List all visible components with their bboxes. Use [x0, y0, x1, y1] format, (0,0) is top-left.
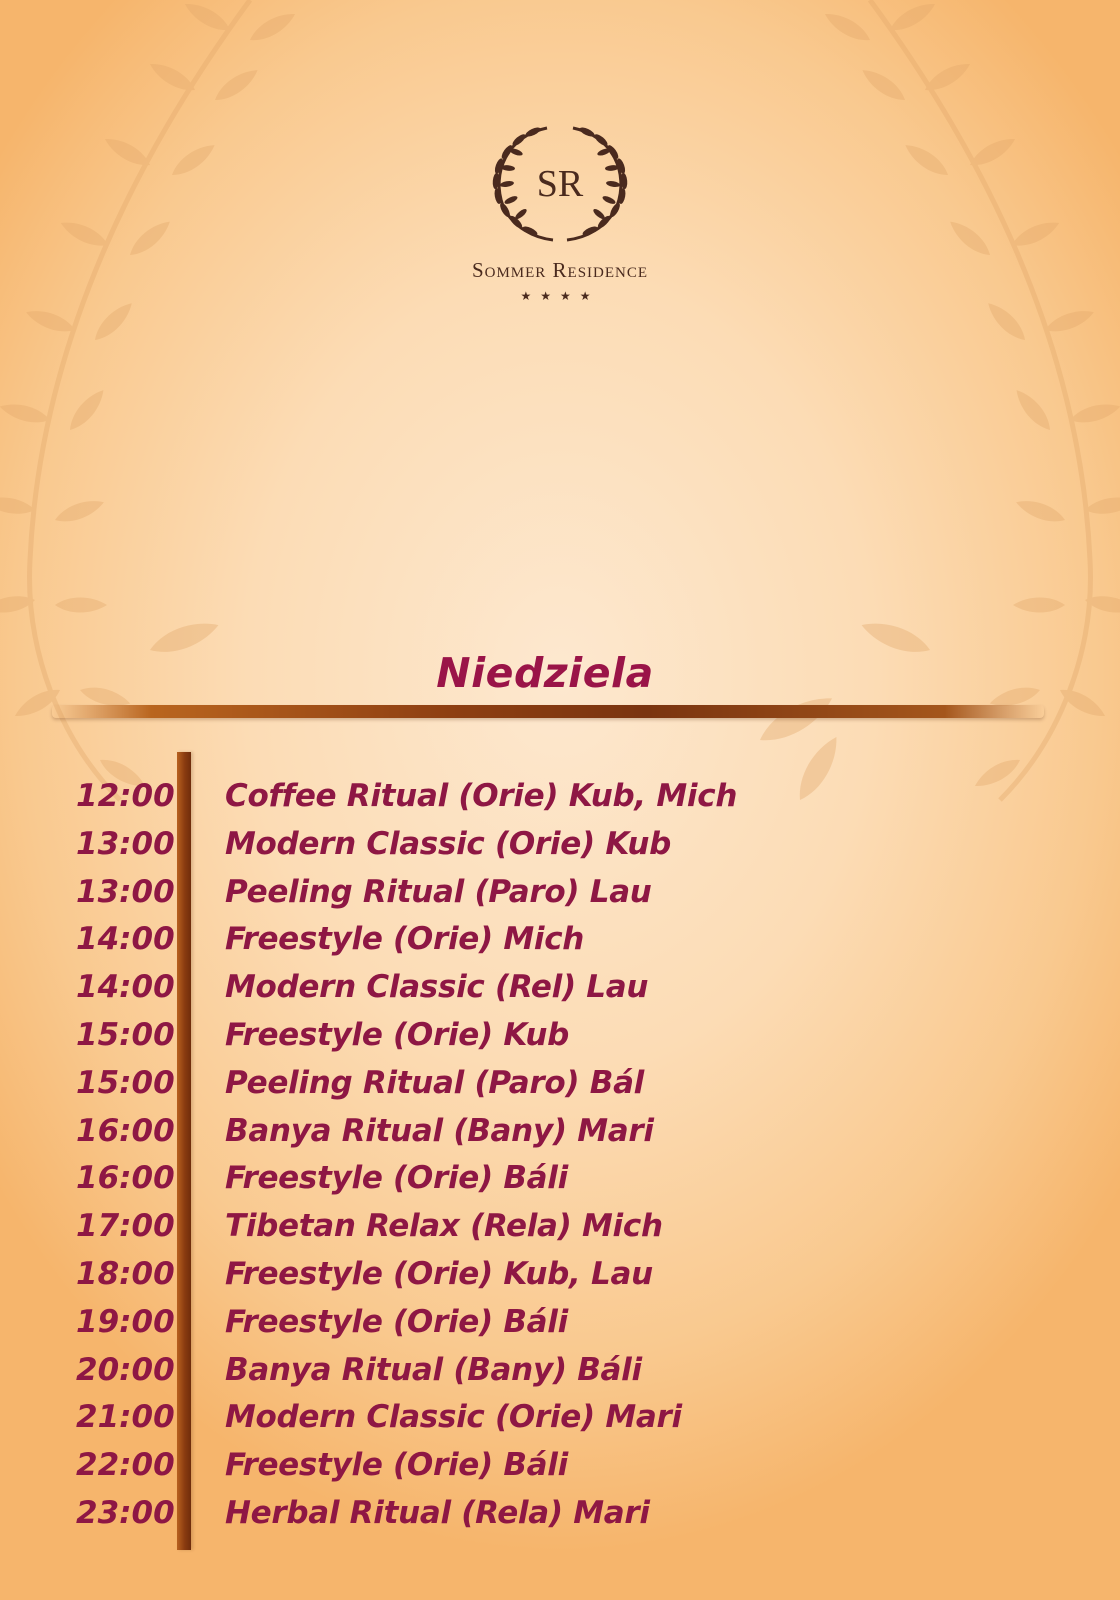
schedule-event: Freestyle (Orie) Báli	[225, 1447, 568, 1484]
schedule-event: Freestyle (Orie) Báli	[225, 1160, 568, 1197]
schedule-row	[0, 869, 1120, 917]
schedule-event: Freestyle (Orie) Mich	[225, 921, 585, 958]
schedule-row	[0, 1490, 1120, 1538]
horizontal-divider	[52, 705, 1044, 718]
schedule-time: 20:00	[76, 1351, 175, 1388]
schedule-row	[0, 1203, 1120, 1251]
schedule-row	[0, 964, 1120, 1012]
schedule-time: 18:00	[76, 1255, 175, 1292]
brand-name: Sommer Residence	[471, 258, 649, 282]
laurel-wreath-icon	[485, 118, 635, 244]
schedule-time: 12:00	[76, 778, 175, 814]
schedule-event: Freestyle (Orie) Kub, Lau	[225, 1255, 653, 1292]
star-rating: ★★★★	[520, 289, 600, 303]
schedule-row	[0, 1442, 1120, 1490]
logo-monogram: SR	[536, 163, 584, 205]
schedule-row	[0, 1155, 1120, 1203]
schedule-event: Modern Classic (Orie) Kub	[225, 825, 672, 862]
schedule-time: 21:00	[76, 1399, 175, 1436]
schedule-time: 17:00	[76, 1208, 175, 1245]
schedule-list	[0, 773, 1120, 1538]
schedule-event: Modern Classic (Rel) Lau	[225, 969, 649, 1006]
schedule-time: 16:00	[76, 1112, 175, 1149]
schedule-row	[0, 1251, 1120, 1299]
schedule-row	[0, 1347, 1120, 1395]
schedule-row	[0, 1060, 1120, 1108]
schedule-event: Coffee Ritual (Orie) Kub, Mich	[225, 778, 738, 814]
schedule-row	[0, 773, 1120, 821]
schedule-event: Peeling Ritual (Paro) Lau	[225, 873, 652, 910]
schedule-time: 13:00	[76, 825, 175, 862]
schedule-event: Banya Ritual (Bany) Mari	[225, 1112, 654, 1149]
schedule-row	[0, 1108, 1120, 1156]
schedule-time: 22:00	[76, 1447, 175, 1484]
schedule-row	[0, 1299, 1120, 1347]
schedule-time: 19:00	[76, 1303, 175, 1340]
schedule-event: Modern Classic (Orie) Mari	[225, 1399, 682, 1436]
schedule-time: 15:00	[76, 1016, 175, 1053]
schedule-event: Freestyle (Orie) Báli	[225, 1303, 568, 1340]
schedule-row	[0, 1012, 1120, 1060]
schedule-time: 16:00	[76, 1160, 175, 1197]
schedule-event: Banya Ritual (Bany) Báli	[225, 1351, 642, 1388]
schedule-event: Freestyle (Orie) Kub	[225, 1016, 570, 1053]
schedule-time: 14:00	[76, 921, 175, 958]
schedule-time: 23:00	[76, 1494, 175, 1531]
day-title: Niedziela	[436, 649, 654, 697]
schedule-row	[0, 916, 1120, 964]
schedule-time: 13:00	[76, 873, 175, 910]
hotel-logo	[0, 118, 1120, 303]
schedule-event: Herbal Ritual (Rela) Mari	[225, 1494, 650, 1531]
schedule-time: 15:00	[76, 1064, 175, 1101]
schedule-event: Peeling Ritual (Paro) Bál	[225, 1064, 645, 1101]
schedule-row	[0, 1394, 1120, 1442]
schedule-event: Tibetan Relax (Rela) Mich	[225, 1208, 663, 1245]
schedule-row	[0, 821, 1120, 869]
schedule-time: 14:00	[76, 969, 175, 1006]
